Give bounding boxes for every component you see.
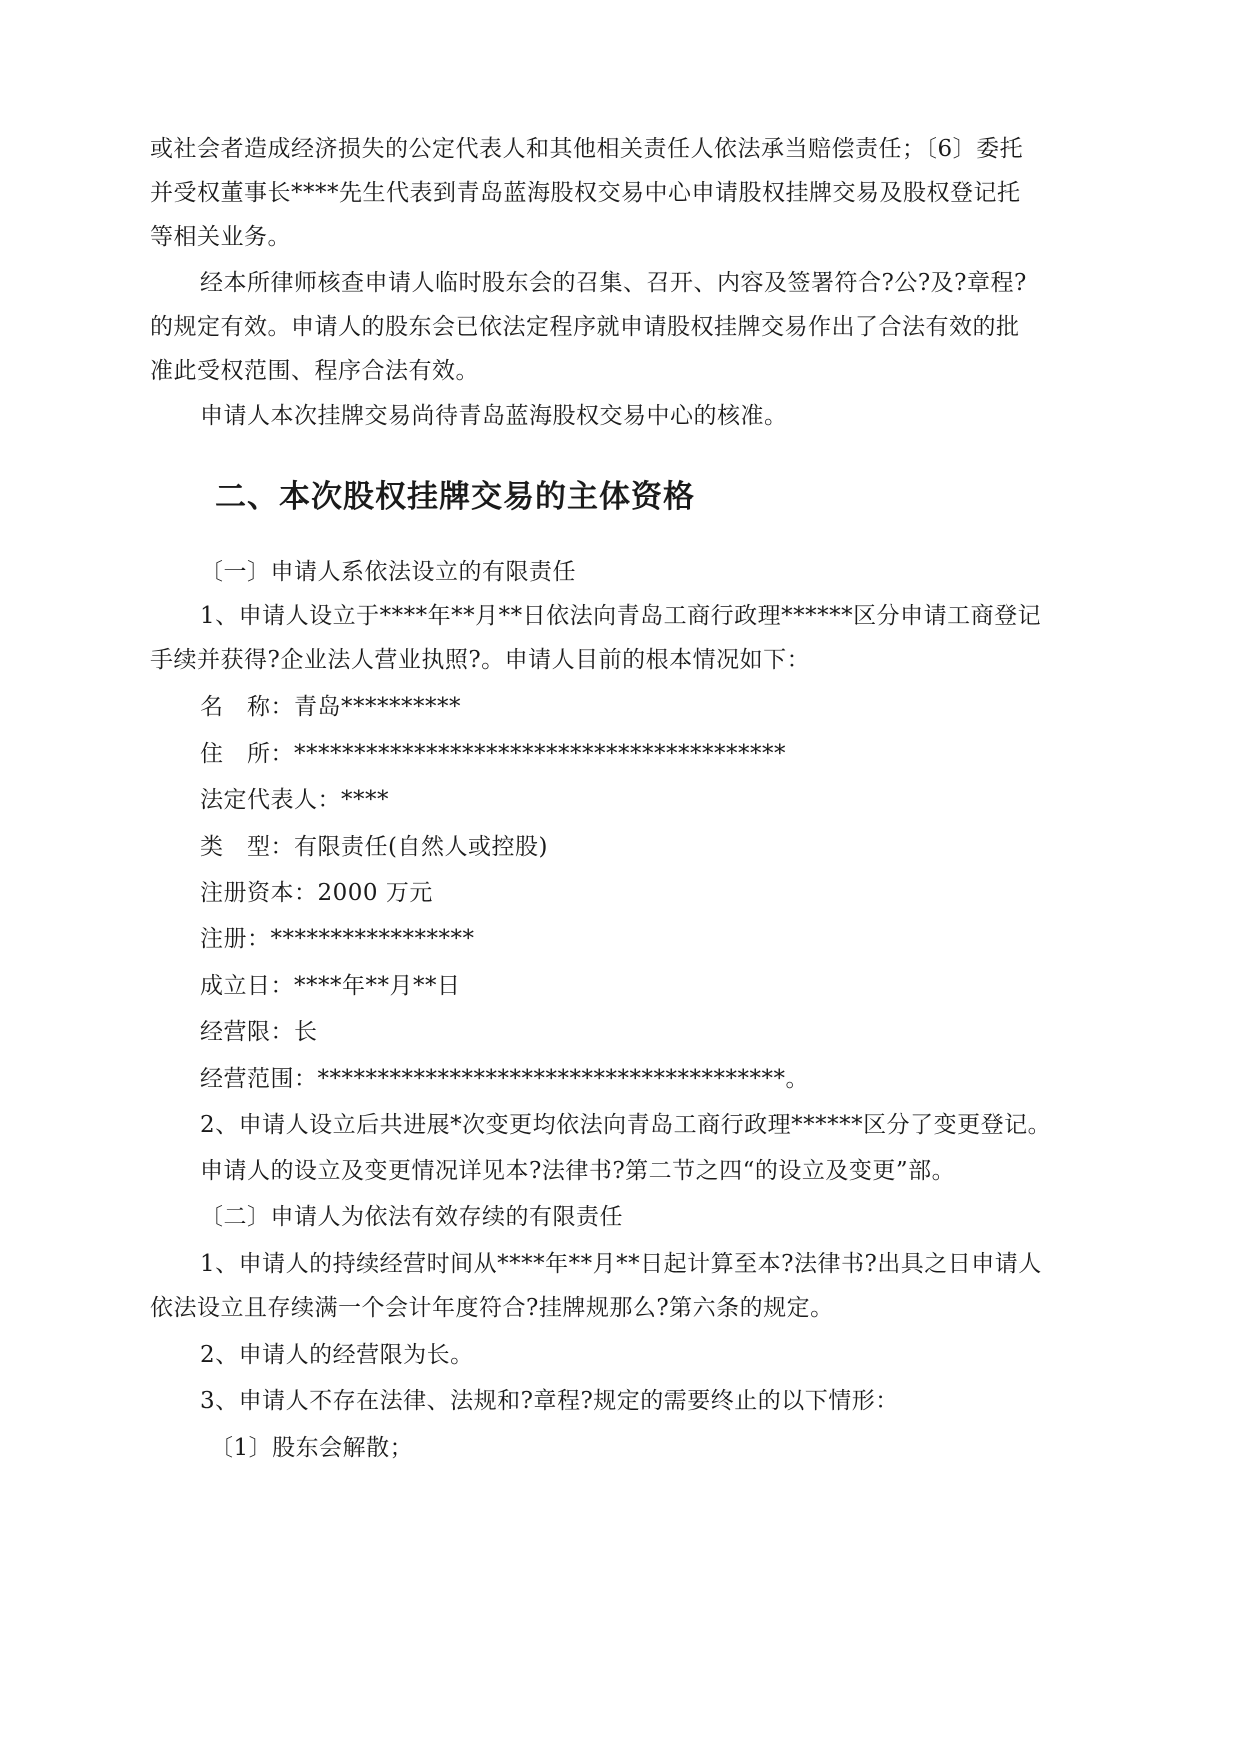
subsection-1-item-1-line-2: 手续并获得?企业法人营业执照?。申请人目前的根本情况如下：	[150, 647, 811, 673]
info-name: 名 称：青岛**********	[200, 694, 461, 720]
paragraph-2-line-3: 准此受权范围、程序合法有效。	[150, 358, 479, 384]
paragraph-1-line-1: 或社会者造成经济损失的公定代表人和其他相关责任人依法承当赔偿责任；〔6〕委托	[150, 136, 1024, 162]
subsection-2-item-3: 3、申请人不存在法律、法规和?章程?规定的需要终止的以下情形：	[200, 1388, 899, 1414]
info-legal-representative: 法定代表人：****	[200, 787, 389, 813]
subsection-2-item-1-line-1: 1、申请人的持续经营时间从****年**月**日起计算至本?法律书?出具之日申请人	[200, 1251, 1042, 1277]
subsection-2-item-1-line-2: 依法设立且存续满一个会计年度符合?挂牌规那么?第六条的规定。	[150, 1295, 834, 1321]
subsection-1-item-1-line-1: 1、申请人设立于****年**月**日依法向青岛工商行政理******区分申请工商登记	[200, 603, 1042, 629]
paragraph-2-line-2: 的规定有效。申请人的股东会已依法定程序就申请股权挂牌交易作出了合法有效的批	[150, 314, 1020, 340]
info-type: 类 型：有限责任(自然人或控股)	[200, 834, 548, 860]
subsection-2-title: 〔二〕申请人为依法有效存续的有限责任	[200, 1204, 623, 1230]
section-heading: 二、本次股权挂牌交易的主体资格	[215, 479, 695, 515]
paragraph-1-line-2: 并受权董事长****先生代表到青岛蓝海股权交易中心申请股权挂牌交易及股权登记托	[150, 180, 1021, 206]
subsection-2-item-3-clause-1: 〔1〕股东会解散；	[210, 1435, 414, 1461]
info-operating-term: 经营限：长	[200, 1019, 318, 1045]
paragraph-3: 申请人本次挂牌交易尚待青岛蓝海股权交易中心的核准。	[200, 403, 788, 429]
info-registered-capital: 注册资本：2000 万元	[200, 880, 433, 906]
paragraph-2-line-1: 经本所律师核查申请人临时股东会的召集、召开、内容及签署符合?公?及?章程?	[200, 270, 1027, 296]
paragraph-1-line-3: 等相关业务。	[150, 224, 291, 250]
info-address: 住 所：*****************************************	[200, 741, 786, 767]
subsection-1-title: 〔一〕申请人系依法设立的有限责任	[200, 559, 576, 585]
info-establishment-date: 成立日：****年**月**日	[200, 973, 461, 999]
subsection-1-item-2-line-1: 2、申请人设立后共进展*次变更均依法向青岛工商行政理******区分了变更登记。	[200, 1112, 1052, 1138]
subsection-2-item-2: 2、申请人的经营限为长。	[200, 1342, 474, 1368]
subsection-1-item-2-line-2: 申请人的设立及变更情况详见本?法律书?第二节之四“的设立及变更”部。	[200, 1158, 956, 1184]
info-business-scope: 经营范围：***************************************。	[200, 1066, 809, 1092]
info-registration-number: 注册：*****************	[200, 926, 475, 952]
